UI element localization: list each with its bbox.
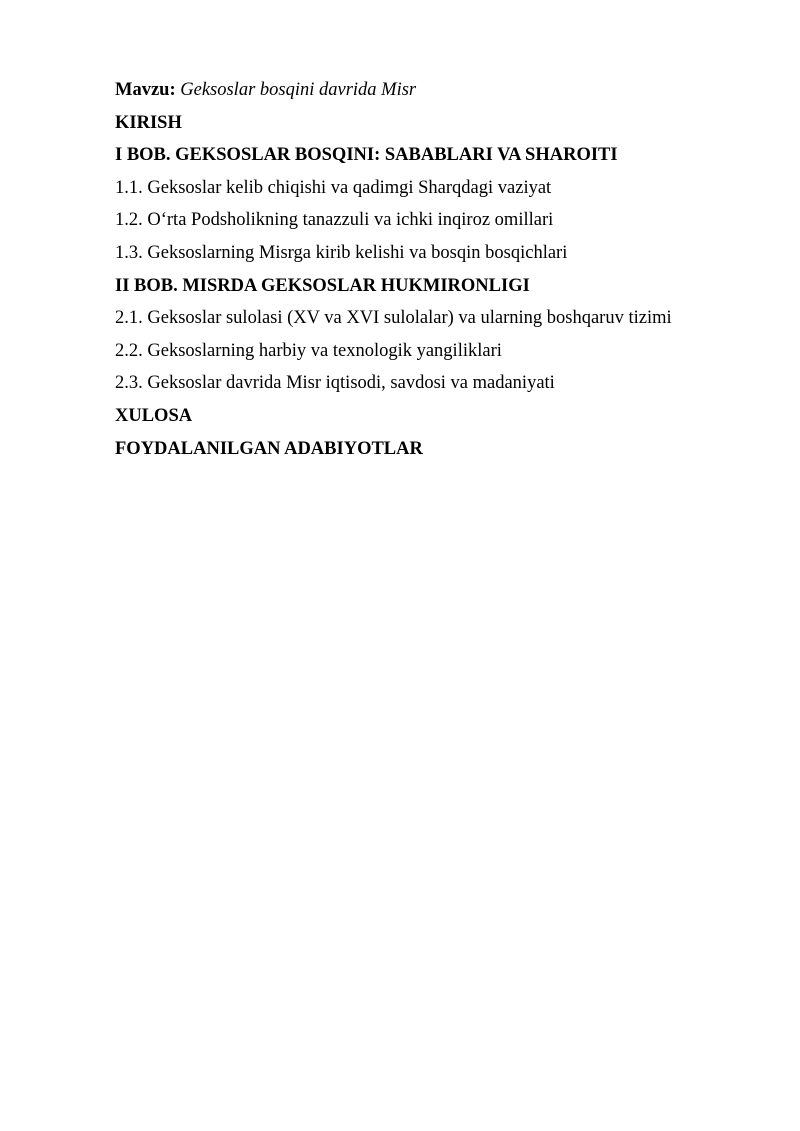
heading-conclusion: XULOSA bbox=[115, 405, 193, 426]
heading-chapter-2: II BOB. MISRDA GEKSOSLAR HUKMIRONLIGI bbox=[115, 275, 530, 296]
topic-title: Geksoslar bosqini davrida Misr bbox=[180, 80, 417, 100]
section-2-2: 2.2. Geksoslarning harbiy va texnologik yangiliklari bbox=[115, 340, 502, 361]
topic-line bbox=[115, 74, 755, 107]
heading-chapter-1: I BOB. GEKSOSLAR BOSQINI: SABABLARI VA SHAROITI bbox=[115, 145, 618, 166]
section-1-3: 1.3. Geksoslarning Misrga kirib kelishi va bosqin bosqichlari bbox=[115, 242, 568, 263]
document-content bbox=[115, 74, 755, 465]
section-1-1: 1.1. Geksoslar kelib chiqishi va qadimgi Sharqdagi vaziyat bbox=[115, 177, 552, 198]
section-1-2: 1.2. Oʻrta Podsholikning tanazzuli va ichki inqiroz omillari bbox=[115, 210, 554, 231]
section-2-1: 2.1. Geksoslar sulolasi (XV va XVI sulolalar) va ularning boshqaruv tizimi bbox=[115, 308, 672, 329]
heading-references: FOYDALANILGAN ADABIYOTLAR bbox=[115, 438, 423, 459]
topic-label: Mavzu: bbox=[115, 80, 176, 100]
heading-introduction: KIRISH bbox=[115, 112, 182, 133]
section-2-3: 2.3. Geksoslar davrida Misr iqtisodi, savdosi va madaniyati bbox=[115, 373, 555, 394]
